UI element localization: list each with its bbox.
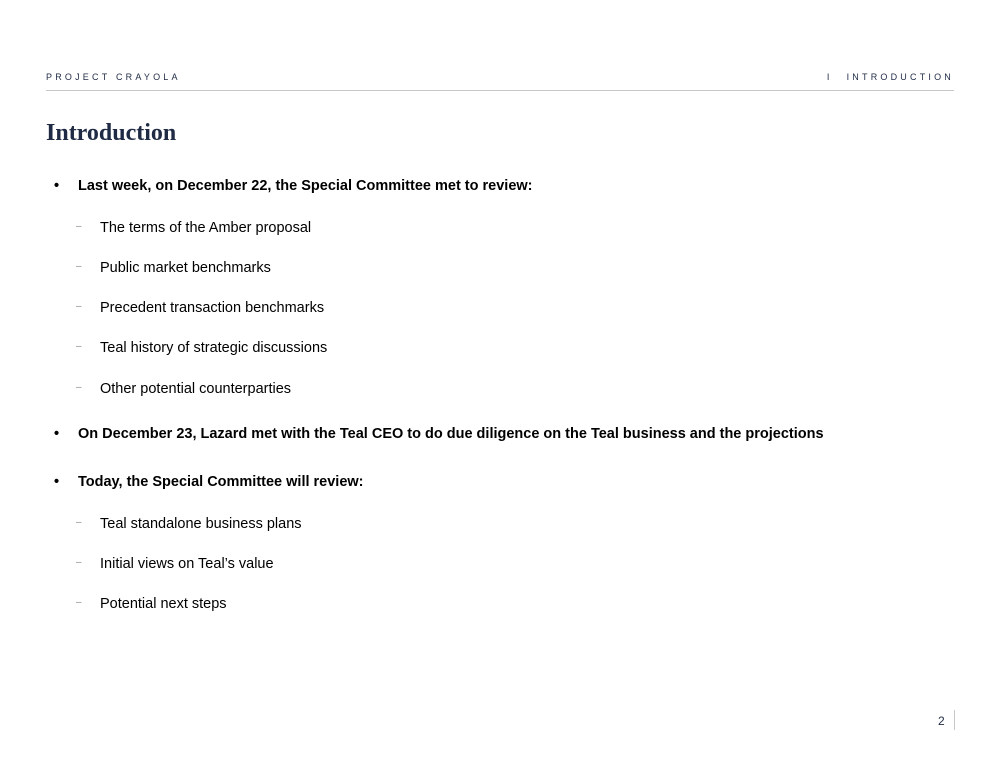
sub-item: – Potential next steps [100, 596, 227, 612]
header-project-name: PROJECT CRAYOLA [46, 72, 181, 82]
sub-item: – Public market benchmarks [100, 260, 271, 276]
page-number: 2 [938, 714, 945, 728]
sub-item: – The terms of the Amber proposal [100, 220, 311, 236]
header-rule [46, 90, 954, 91]
bullet-item: • On December 23, Lazard met with the Teal CEO to do due diligence on the Teal business and the projections [78, 426, 824, 442]
sub-item: – Other potential counterparties [100, 381, 291, 397]
header-section-name: INTRODUCTION [846, 72, 954, 82]
header-section [827, 72, 954, 82]
sub-item: – Precedent transaction benchmarks [100, 300, 324, 316]
bullet-item: • Last week, on December 22, the Special Committee met to review: [78, 178, 533, 194]
sub-item: – Teal standalone business plans [100, 516, 302, 532]
sub-item: – Teal history of strategic discussions [100, 340, 327, 356]
sub-item: – Initial views on Teal’s value [100, 556, 274, 572]
page-title: Introduction [46, 120, 177, 146]
bullet-item: • Today, the Special Committee will review: [78, 474, 364, 490]
header-separator: I [826, 72, 833, 82]
page-number-divider [954, 710, 955, 730]
